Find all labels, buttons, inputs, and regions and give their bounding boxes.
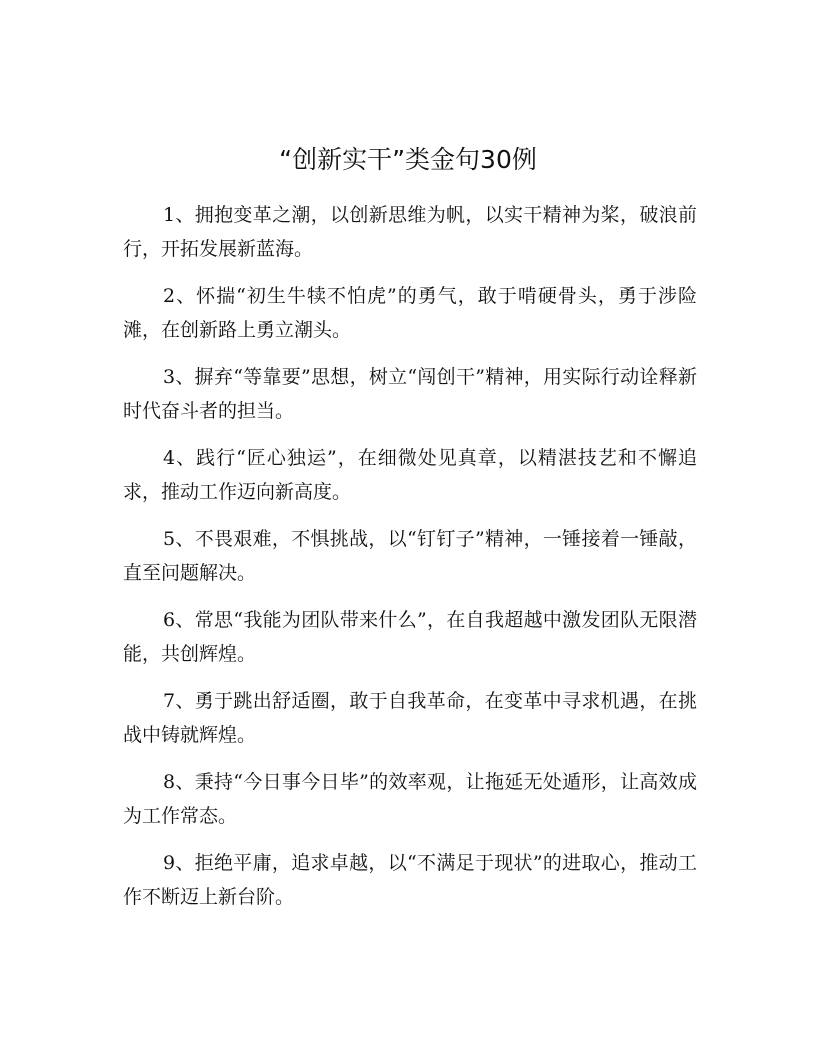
paragraph-1: 1、拥抱变革之潮，以创新思维为帆，以实干精神为桨，破浪前行，开拓发展新蓝海。: [123, 204, 697, 260]
paragraph-7: 7、勇于跳出舒适圈，敢于自我革命，在变革中寻求机遇，在挑战中铸就辉煌。: [123, 690, 697, 746]
paragraph-5: 5、不畏艰难，不惧挑战，以“钉钉子”精神，一锤接着一锤敲，直至问题解决。: [123, 528, 697, 584]
paragraph-2: 2、怀揣“初生牛犊不怕虎”的勇气，敢于啃硬骨头，勇于涉险滩，在创新路上勇立潮头。: [123, 285, 697, 341]
paragraph-3: 3、摒弃“等靠要”思想，树立“闯创干”精神，用实际行动诠释新时代奋斗者的担当。: [123, 366, 697, 422]
paragraph-8: 8、秉持“今日事今日毕”的效率观，让拖延无处遁形，让高效成为工作常态。: [123, 771, 697, 827]
paragraph-9: 9、拒绝平庸，追求卓越，以“不满足于现状”的进取心，推动工作不断迈上新台阶。: [123, 852, 697, 908]
paragraph-6: 6、常思“我能为团队带来什么”，在自我超越中激发团队无限潜能，共创辉煌。: [123, 609, 697, 665]
document-title: “创新实干”类金句30例: [279, 145, 537, 174]
paragraph-4: 4、践行“匠心独运”，在细微处见真章，以精湛技艺和不懈追求，推动工作迈向新高度。: [123, 447, 697, 503]
document-body: [123, 198, 697, 927]
